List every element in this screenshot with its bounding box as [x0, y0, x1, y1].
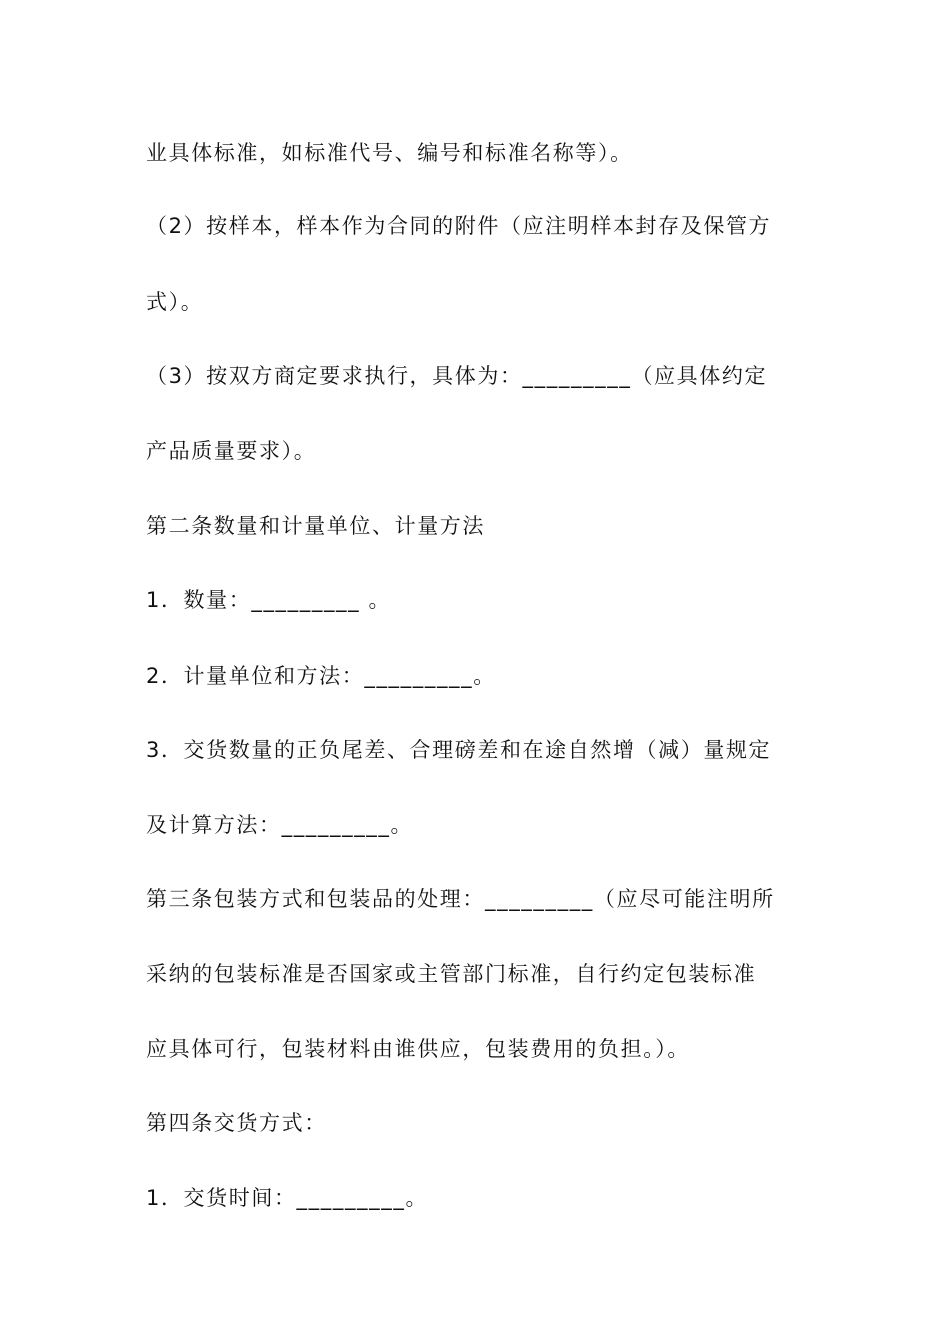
text-line: 应具体可行，包装材料由谁供应，包装费用的负担。）。 — [146, 1037, 690, 1061]
section-heading: 第二条数量和计量单位、计量方法 — [146, 514, 485, 538]
text-line: （3）按双方商定要求执行，具体为：_________（应具体约定 — [146, 364, 768, 388]
text-line: 3．交货数量的正负尾差、合理磅差和在途自然增（减）量规定 — [146, 738, 772, 762]
text-line: 2．计量单位和方法：_________。 — [146, 664, 496, 688]
text-line: （2）按样本，样本作为合同的附件（应注明样本封存及保管方 — [146, 214, 772, 238]
section-heading: 第四条交货方式： — [146, 1111, 327, 1135]
section-heading: 第三条包装方式和包装品的处理：_________（应尽可能注明所 — [146, 887, 775, 911]
text-line: 1．数量：_________ 。 — [146, 588, 392, 612]
text-line: 采纳的包装标准是否国家或主管部门标准，自行约定包装标准 — [146, 962, 757, 986]
text-line: 产品质量要求）。 — [146, 439, 317, 463]
text-line: 业具体标准，如标准代号、编号和标准名称等）。 — [146, 141, 633, 165]
text-line: 及计算方法：_________。 — [146, 813, 414, 837]
text-line: 式）。 — [146, 290, 204, 314]
text-line: 1．交货时间：_________。 — [146, 1186, 429, 1210]
